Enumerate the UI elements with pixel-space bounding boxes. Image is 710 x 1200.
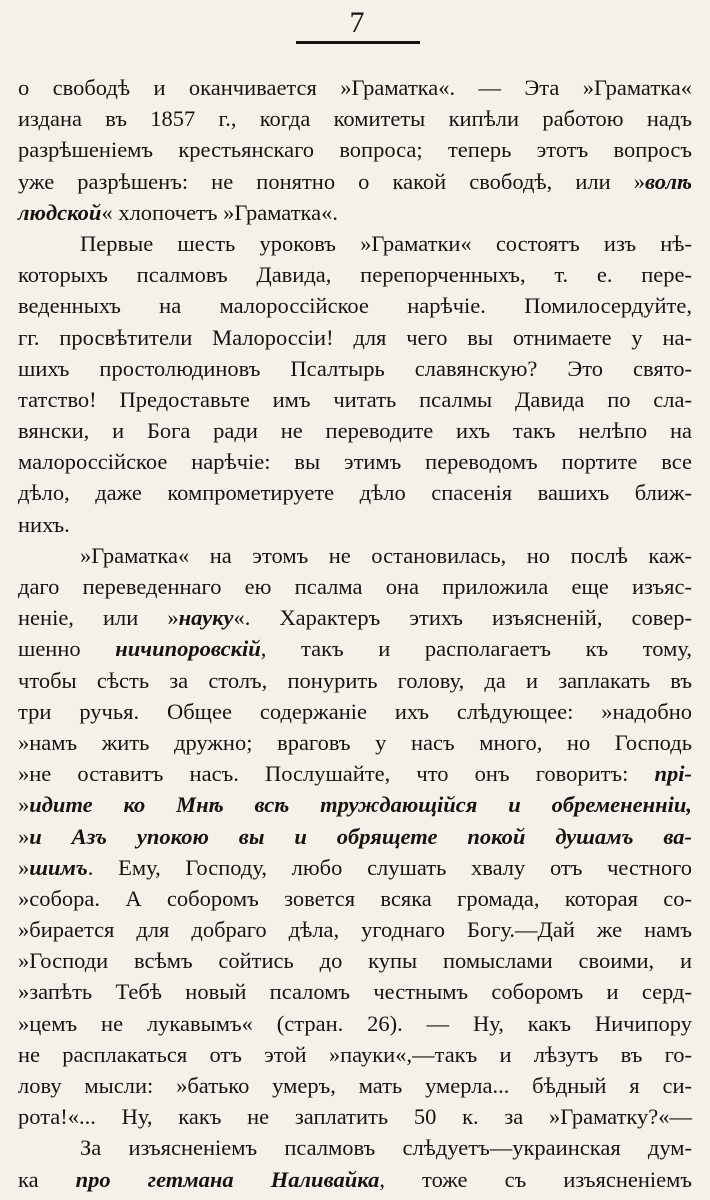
- text-run: ка: [18, 1166, 76, 1192]
- text-line: [18, 134, 692, 165]
- text-line: [18, 1070, 692, 1101]
- emphasized-text: и Азъ упокою вы и обрящете покой душамъ ва-: [29, 823, 692, 849]
- text-run: вянски, и Бога ради не переводите ихъ такъ нелѣпо на: [18, 418, 692, 444]
- text-line: [18, 883, 692, 914]
- text-run: неніе, или »: [18, 605, 179, 631]
- text-run: шенно: [18, 636, 116, 662]
- emphasized-text: про гетмана Наливайка: [75, 1166, 380, 1192]
- text-line: [18, 103, 692, 134]
- text-line: [18, 197, 692, 228]
- emphasized-text: ничипоровскій: [115, 636, 261, 662]
- text-line: [18, 976, 692, 1007]
- text-run: гг. просвѣтители Малороссіи! для чего вы отнимаете у на-: [18, 324, 692, 350]
- text-run: »: [18, 823, 30, 849]
- text-line: [18, 602, 692, 633]
- text-run: »собора. А соборомъ зовется всяка громада, которая со-: [18, 885, 692, 911]
- text-run: веденныхъ на малороссійское нарѣчіе. Помилосердуйте,: [18, 293, 692, 319]
- text-line: [18, 1008, 692, 1039]
- emphasized-text: прі-: [654, 761, 692, 787]
- text-line: [18, 509, 692, 540]
- text-run: »: [18, 854, 30, 880]
- text-run: чтобы сѣсть за столъ, понурить голову, да и заплакать въ: [18, 667, 692, 693]
- text-line: [18, 166, 692, 197]
- text-line: [18, 758, 692, 789]
- text-run: разрѣшеніемъ крестьянскаго вопроса; теперь этотъ вопросъ: [18, 137, 692, 163]
- emphasized-text: волѣ: [645, 168, 692, 194]
- text-line: [18, 789, 692, 820]
- text-line: [18, 852, 692, 883]
- text-line: [18, 1164, 692, 1195]
- text-run: , тоже съ изъясненіемъ: [379, 1166, 693, 1192]
- text-run: даго переведеннаго ею псалма она приложила еще изъяс-: [18, 574, 692, 599]
- body-text: [18, 72, 692, 1195]
- text-line: [18, 540, 692, 571]
- text-line: [18, 415, 692, 446]
- text-line: [18, 1039, 692, 1070]
- text-run: « хлопочетъ »Граматка«.: [101, 199, 338, 225]
- text-run: «. Характеръ этихъ изъясненій, совер-: [233, 605, 692, 631]
- text-run: Первые шесть уроковъ »Граматки« состоятъ изъ нѣ-: [80, 230, 692, 256]
- text-line: [18, 72, 692, 103]
- text-line: [18, 353, 692, 384]
- text-run: »цемъ не лукавымъ« (стран. 26). — Ну, какъ Ничипору: [18, 1010, 692, 1036]
- text-run: »: [18, 792, 30, 818]
- header-rule: [296, 41, 420, 44]
- text-run: нихъ.: [18, 511, 70, 537]
- text-run: »Господи всѣмъ сойтись до купы помыслами своими, и: [18, 948, 692, 974]
- text-line: [18, 228, 692, 259]
- text-line: [18, 477, 692, 508]
- text-run: рота!«... Ну, какъ не заплатить 50 к. за »Граматку?«—: [18, 1104, 692, 1130]
- text-run: три ручья. Общее содержаніе ихъ слѣдующее: »надобно: [18, 698, 692, 724]
- text-run: »бирается для добраго дѣла, угоднаго Богу.—Дай же намъ: [18, 917, 692, 943]
- text-line: [18, 633, 692, 664]
- text-run: которыхъ псалмовъ Давида, перепорченныхъ, т. е. пере-: [18, 262, 692, 288]
- text-run: »Граматка« на этомъ не остановилась, но послѣ каж-: [80, 542, 692, 568]
- text-run: дѣло, даже компрометируете дѣло спасенія вашихъ ближ-: [18, 480, 692, 506]
- text-line: [18, 446, 692, 477]
- text-line: [18, 665, 692, 696]
- text-line: [18, 914, 692, 945]
- page-number: 7: [349, 6, 365, 39]
- text-run: »намъ жить дружно; враговъ у насъ много, но Господь: [18, 729, 692, 755]
- text-line: [18, 1132, 692, 1163]
- text-line: [18, 259, 692, 290]
- text-run: издана въ 1857 г., когда комитеты кипѣли работою надъ: [18, 106, 692, 132]
- text-line: [18, 696, 692, 727]
- text-run: , такъ и располагаетъ къ тому,: [260, 636, 692, 662]
- emphasized-text: идите ко Мнѣ всѣ труждающійся и обремененніи,: [29, 792, 692, 818]
- text-run: »не оставитъ насъ. Послушайте, что онъ говоритъ:: [18, 761, 655, 787]
- text-line: [18, 821, 692, 852]
- text-run: шихъ простолюдиновъ Псалтырь славянскую? Это свято-: [18, 355, 692, 381]
- text-line: [18, 727, 692, 758]
- text-run: малороссійское нарѣчіе: вы этимъ переводомъ портите все: [18, 449, 692, 475]
- emphasized-text: науку: [178, 605, 234, 631]
- text-line: [18, 384, 692, 415]
- text-run: не расплакаться отъ этой »пауки«,—такъ и лѣзутъ въ го-: [18, 1041, 692, 1067]
- text-run: »запѣть Тебѣ новый псаломъ честнымъ соборомъ и серд-: [18, 979, 692, 1005]
- emphasized-text: шимъ: [29, 854, 88, 880]
- page-header: [0, 6, 710, 40]
- emphasized-text: людской: [18, 199, 102, 225]
- text-run: уже разрѣшенъ: не понятно о какой свободѣ, или »: [18, 168, 645, 194]
- text-run: . Ему, Господу, любо слушать хвалу отъ честного: [87, 854, 692, 880]
- text-line: [18, 290, 692, 321]
- text-line: [18, 571, 692, 602]
- text-run: татство! Предоставьте имъ читать псалмы Давида по сла-: [18, 386, 692, 412]
- text-line: [18, 945, 692, 976]
- text-run: лову мысли: »батько умеръ, мать умерла... бѣдный я си-: [18, 1073, 692, 1098]
- text-run: о свободѣ и оканчивается »Граматка«. — Эта »Граматка«: [18, 75, 692, 100]
- text-line: [18, 322, 692, 353]
- text-run: За изъясненіемъ псалмовъ слѣдуетъ—украинская дум-: [80, 1135, 692, 1161]
- text-line: [18, 1101, 692, 1132]
